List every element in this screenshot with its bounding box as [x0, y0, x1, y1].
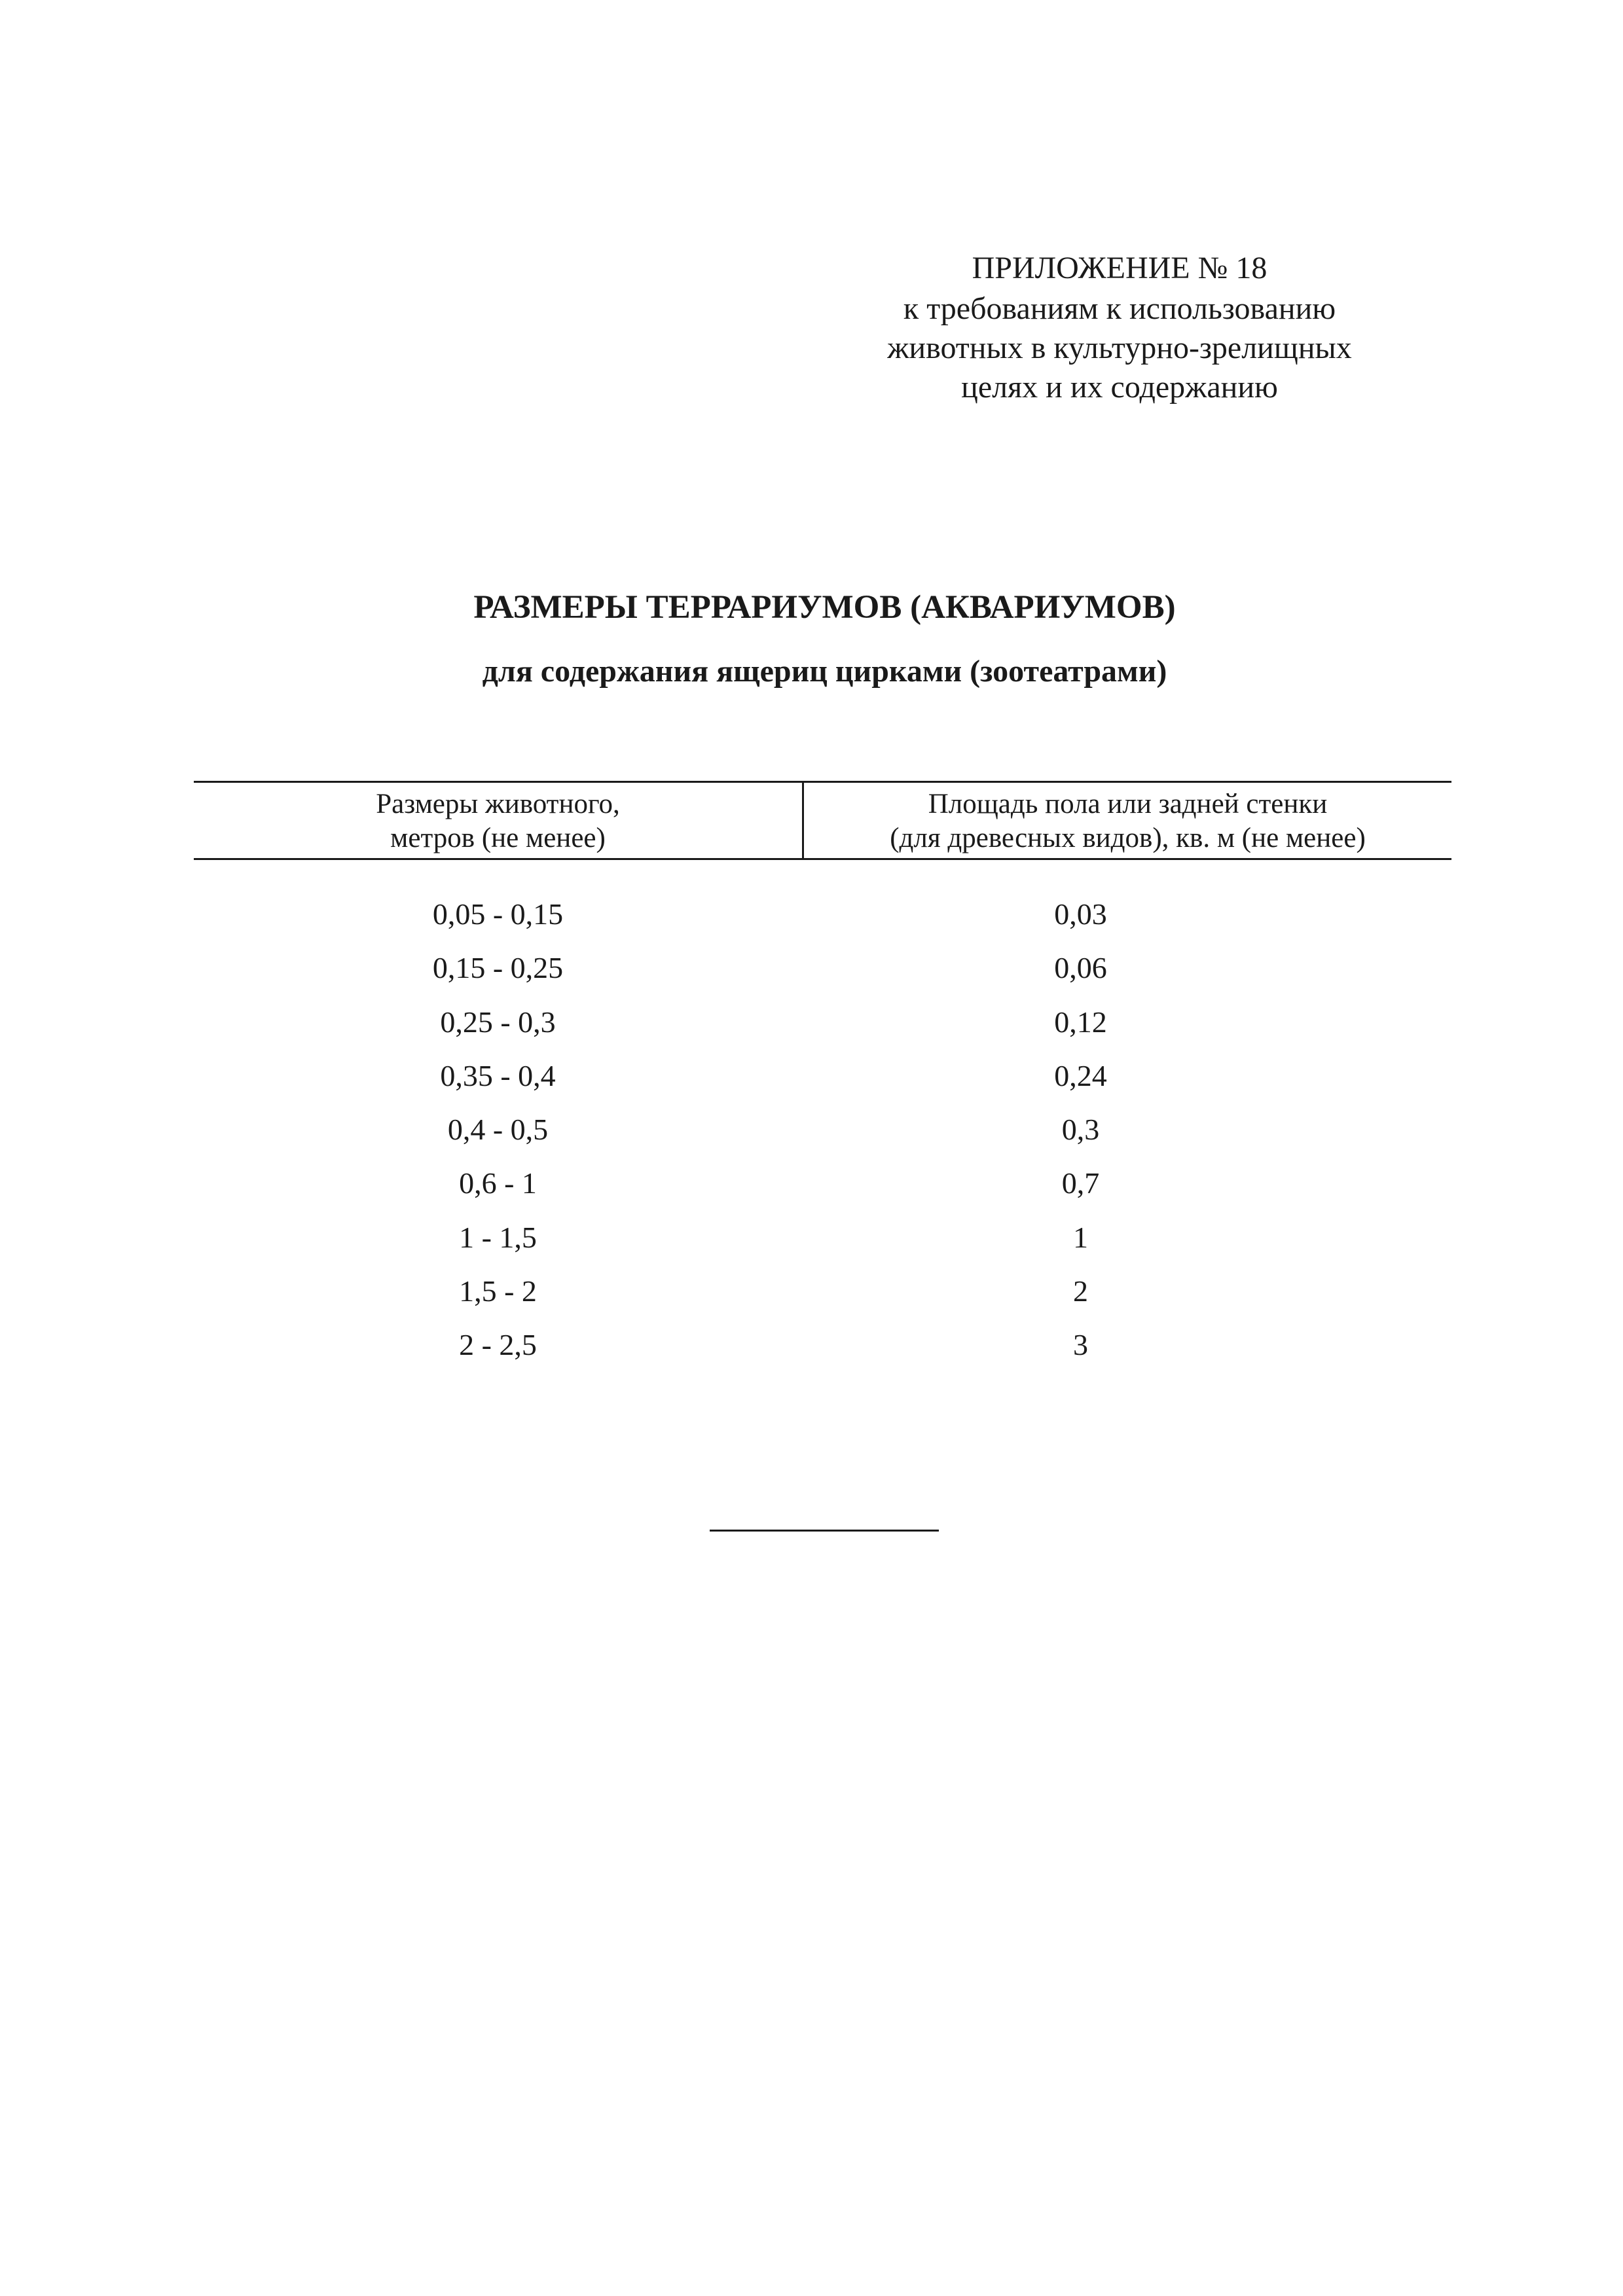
cell-floor-area: 0,12 [1054, 1005, 1107, 1039]
cell-floor-area: 0,06 [1054, 951, 1107, 985]
table-row [194, 1049, 1451, 1103]
column-header-area [804, 787, 1451, 855]
cell-floor-area: 1 [1073, 1220, 1088, 1254]
table-row [194, 1157, 1451, 1210]
cell-animal-size: 0,35 - 0,4 [440, 1058, 556, 1092]
appendix-header [759, 249, 1480, 407]
table-top-rule [194, 781, 1451, 783]
table-row [194, 1211, 1451, 1265]
cell-animal-size: 0,4 - 0,5 [447, 1113, 549, 1147]
cell-floor-area: 0,03 [1054, 897, 1107, 931]
document-subtitle: для содержания ящериц цирками (зоотеатрами) [482, 654, 1167, 689]
table-row [194, 1103, 1451, 1157]
appendix-line: к требованиям к использованию [903, 291, 1336, 326]
appendix-number: ПРИЛОЖЕНИЕ № 18 [972, 251, 1267, 285]
cell-animal-size: 2 - 2,5 [459, 1328, 537, 1362]
table-row [194, 888, 1451, 941]
cell-floor-area: 0,3 [1061, 1113, 1100, 1147]
table-row [194, 941, 1451, 995]
end-of-document-rule [710, 1530, 939, 1532]
header-bottom-rule [194, 858, 1451, 860]
cell-animal-size: 0,05 - 0,15 [432, 897, 564, 931]
table-row [194, 1318, 1451, 1372]
column-header-size [194, 787, 802, 855]
cell-animal-size: 0,15 - 0,25 [432, 951, 564, 985]
column-header-line: Площадь пола или задней стенки [928, 789, 1328, 819]
cell-floor-area: 2 [1073, 1274, 1088, 1308]
document-title: РАЗМЕРЫ ТЕРРАРИУМОВ (АКВАРИУМОВ) [473, 589, 1176, 626]
appendix-line: животных в культурно-зрелищных [887, 331, 1352, 365]
column-header-line: метров (не менее) [390, 823, 606, 853]
cell-floor-area: 0,7 [1061, 1166, 1100, 1200]
cell-animal-size: 1,5 - 2 [459, 1274, 537, 1308]
table-row [194, 996, 1451, 1049]
appendix-line: целях и их содержанию [961, 370, 1278, 404]
column-header-line: (для древесных видов), кв. м (не менее) [890, 823, 1366, 853]
table-body [194, 888, 1451, 1372]
column-header-line: Размеры животного, [376, 789, 620, 819]
cell-floor-area: 0,24 [1054, 1058, 1107, 1092]
cell-floor-area: 3 [1073, 1328, 1088, 1362]
table-row [194, 1265, 1451, 1318]
cell-animal-size: 1 - 1,5 [459, 1220, 537, 1254]
cell-animal-size: 0,25 - 0,3 [440, 1005, 556, 1039]
cell-animal-size: 0,6 - 1 [459, 1166, 537, 1200]
